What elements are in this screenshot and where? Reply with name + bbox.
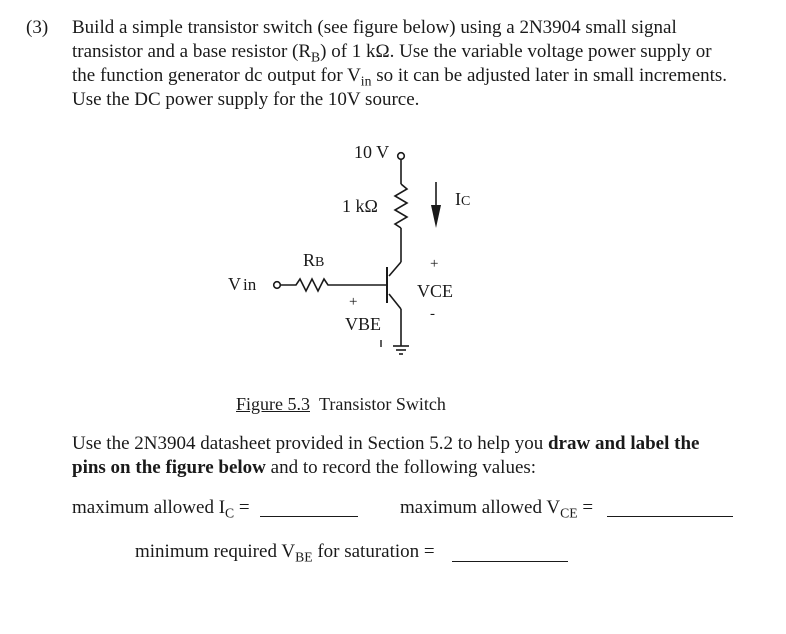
- problem-line-2b: ) of 1 kΩ. Use the variable voltage power supply or: [320, 41, 712, 62]
- collector-resistor-label: 1 kΩ: [342, 196, 378, 216]
- figure-number: Figure 5.3: [236, 394, 310, 414]
- min-vbe-subscript: BE: [295, 549, 313, 565]
- vbe-label: VBE: [345, 314, 381, 334]
- instructions-line-2: [72, 456, 699, 480]
- problem-line-2a: transistor and a base resistor (R: [72, 41, 312, 62]
- vin-label: [228, 274, 257, 294]
- ic-arrow-head: [431, 205, 441, 228]
- problem-line-3a: the function generator dc output for V: [72, 65, 361, 86]
- vin-label-sub: in: [243, 275, 257, 294]
- instructions: [72, 432, 699, 480]
- max-vce-subscript: CE: [560, 505, 578, 521]
- collector-resistor: [395, 184, 407, 228]
- min-vbe-equals: =: [419, 541, 435, 562]
- vin-subscript: in: [360, 73, 372, 89]
- rb-label-sub: B: [315, 255, 325, 270]
- min-vbe-suffix: for saturation: [312, 541, 420, 562]
- max-ic-blank[interactable]: [260, 498, 358, 517]
- vin-label-main: V: [228, 274, 241, 294]
- instructions-text-before: Use the 2N3904 datasheet provided in Section 5.2 to help you: [72, 433, 548, 454]
- ic-label-sub: C: [461, 194, 471, 209]
- instructions-text-after: and to record the following values:: [265, 457, 537, 478]
- problem-line-1: Build a simple transistor switch (see figure below) using a 2N3904 small signal: [72, 17, 677, 38]
- ic-label-main: I: [455, 189, 461, 209]
- max-vce-label: maximum allowed V: [400, 497, 561, 518]
- max-vce-field: [400, 496, 593, 520]
- ic-label: [455, 189, 470, 209]
- max-ic-label: maximum allowed I: [72, 497, 226, 518]
- instructions-line-1: [72, 432, 699, 456]
- transistor-emitter: [389, 294, 401, 309]
- vce-minus-sign: -: [430, 306, 435, 322]
- min-vbe-blank[interactable]: [452, 543, 568, 562]
- problem-number: (3): [26, 17, 49, 38]
- figure-caption: [236, 394, 446, 415]
- problem-line-4: Use the DC power supply for the 10V source.: [72, 89, 420, 110]
- max-vce-equals: =: [577, 497, 594, 518]
- vce-plus-sign: +: [430, 256, 439, 272]
- problem-line-3b: so it can be adjusted later in small increments.: [371, 65, 728, 86]
- rb-label: [303, 250, 324, 270]
- max-ic-field: [72, 496, 250, 520]
- min-vbe-label: minimum required V: [135, 541, 296, 562]
- instructions-bold-2: pins on the figure below: [72, 457, 266, 478]
- vce-label: VCE: [417, 281, 453, 301]
- vin-terminal: [274, 282, 281, 289]
- min-vbe-field: [135, 540, 435, 564]
- max-ic-equals: =: [234, 497, 250, 518]
- instructions-bold-1: draw and label the: [547, 433, 700, 454]
- rb-label-main: R: [303, 250, 316, 270]
- base-resistor: [281, 279, 388, 291]
- max-ic-subscript: C: [225, 505, 235, 521]
- transistor-collector: [389, 262, 401, 276]
- max-vce-blank[interactable]: [607, 498, 733, 517]
- figure-title: Transistor Switch: [319, 394, 446, 414]
- supply-terminal: [398, 153, 405, 160]
- vbe-plus-sign: +: [349, 294, 358, 310]
- supply-label: 10 V: [354, 142, 390, 162]
- rb-subscript: B: [311, 49, 321, 65]
